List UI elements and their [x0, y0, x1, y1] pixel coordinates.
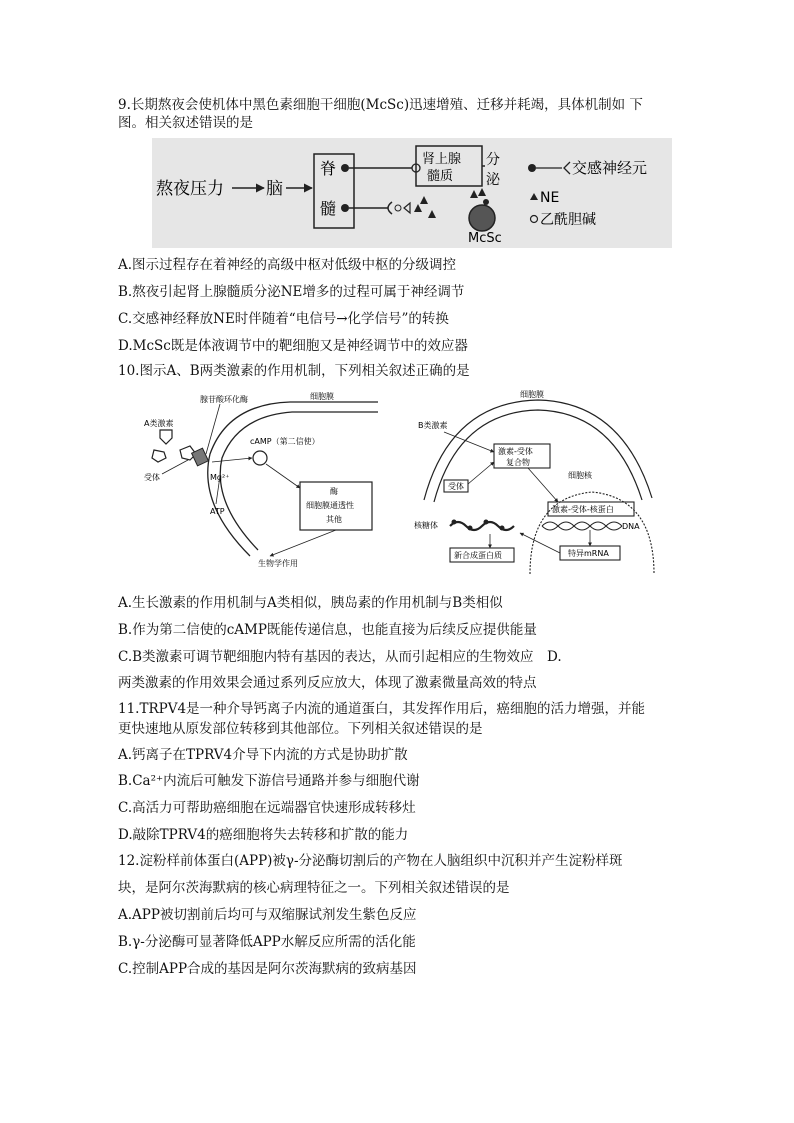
q10a-hormone: A类激素 [144, 419, 174, 428]
q12-stem-line2: 块，是阿尔茨海默病的核心病理特征之一。下列相关叙述错误的是 [118, 880, 510, 896]
q11-option-b: B.Ca²⁺内流后可触发下游信号通路并参与细胞代谢 [118, 773, 420, 789]
q10a-box3: 其他 [326, 515, 342, 524]
q10a-membrane: 细胞膜 [310, 392, 334, 401]
q10b-protein: 新合成蛋白质 [454, 551, 502, 560]
q9-fig-adrenal2: 髓质 [427, 169, 454, 184]
q10b-ribosome: 核糖体 [414, 521, 438, 530]
q9-fig-legend-ach: 乙酰胆碱 [540, 212, 596, 228]
q9-fig-legend-ne: NE [540, 190, 560, 206]
q9-option-d: D.McSc既是体液调节中的靶细胞又是神经调节中的效应器 [118, 338, 468, 354]
q10b-hormone: B类激素 [418, 421, 448, 430]
q9-fig-adrenal1: 肾上腺 [422, 152, 462, 167]
q10b-receptor: 受体 [448, 482, 464, 491]
q9-figure [152, 138, 672, 248]
q10a-atp: ATP [210, 507, 225, 516]
q9-option-b: B.熬夜引起肾上腺髓质分泌NE增多的过程可属于神经调节 [118, 284, 465, 300]
q10a-enzyme: 腺苷酸环化酶 [200, 395, 248, 404]
q10a-box2: 细胞膜通透性 [306, 501, 354, 510]
q9-option-c: C.交感神经释放NE时伴随着“电信号→化学信号”的转换 [118, 311, 449, 327]
q9-fig-spine2: 髓 [320, 199, 337, 218]
q9-fig-secrete2: 泌 [486, 172, 500, 188]
q10-stem: 10.图示A、B两类激素的作用机制，下列相关叙述正确的是 [118, 363, 470, 379]
q9-fig-legend-nerve: 交感神经元 [572, 159, 648, 177]
q12-option-a: A.APP被切割前后均可与双缩脲试剂发生紫色反应 [118, 907, 417, 923]
q11-stem-line1: 11.TRPV4是一种介导钙离子内流的通道蛋白，其发挥作用后，癌细胞的活力增强，并能 [118, 701, 646, 717]
q10b-complex1: 激素-受体 [498, 447, 533, 456]
mcsc-cell [469, 205, 495, 231]
q10-option-c: C.B类激素可调节靶细胞内特有基因的表达，从而引起相应的生物效应 D. [118, 649, 562, 665]
q12-option-c: C.控制APP合成的基因是阿尔茨海默病的致病基因 [118, 961, 417, 977]
q10-figure-b [410, 388, 665, 578]
q10-option-b: B.作为第二信使的cAMP既能传递信息，也能直接为后续反应提供能量 [118, 622, 537, 638]
q10b-dna: DNA [622, 522, 640, 531]
q10b-mrna: 特异mRNA [568, 549, 609, 558]
q9-fig-spine1: 脊 [320, 159, 337, 178]
q10a-box1: 酶 [330, 487, 338, 496]
q12-stem-line1: 12.淀粉样前体蛋白(APP)被γ-分泌酶切割后的产物在人脑组织中沉积并产生淀粉样斑 [118, 853, 623, 869]
q11-option-a: A.钙离子在TPRV4介导下内流的方式是协助扩散 [118, 747, 408, 763]
q10b-complex2: 复合物 [506, 458, 530, 467]
q10b-membrane: 细胞膜 [520, 390, 544, 399]
q10a-camp: cAMP（第二信使） [250, 437, 320, 446]
q9-fig-secrete1: 分 [486, 152, 500, 168]
q10b-nuclear-membrane: 细胞核 [568, 471, 592, 480]
q10-option-d: 两类激素的作用效果会通过系列反应放大，体现了激素微量高效的特点 [118, 675, 537, 691]
q9-stem-line2: 图。相关叙述错误的是 [118, 115, 253, 131]
q9-fig-input: 熬夜压力 [156, 179, 224, 199]
q11-stem-line2: 更快速地从原发部位转移到其他部位。下列相关叙述错误的是 [118, 721, 483, 737]
q10b-nuclear-complex: 激素-受体-核蛋白 [552, 505, 614, 514]
q10a-receptor: 受体 [144, 473, 160, 482]
q10-figure-a [140, 388, 390, 578]
q11-option-c: C.高活力可帮助癌细胞在远端器官快速形成转移灶 [118, 800, 416, 816]
q9-fig-brain: 脑 [266, 179, 283, 199]
q9-stem-line1: 9.长期熬夜会使机体中黑色素细胞干细胞(McSc)迅速增殖、迁移并耗竭，具体机制如 下 [118, 97, 643, 113]
q11-option-d: D.敲除TPRV4的癌细胞将失去转移和扩散的能力 [118, 827, 409, 843]
q10a-effect: 生物学作用 [258, 559, 298, 568]
q10-option-a: A.生长激素的作用机制与A类相似，胰岛素的作用机制与B类相似 [118, 595, 503, 611]
q9-option-a: A.图示过程存在着神经的高级中枢对低级中枢的分级调控 [118, 257, 457, 273]
q9-fig-cell: McSc [468, 231, 502, 246]
q12-option-b: B.γ-分泌酶可显著降低APP水解反应所需的活化能 [118, 934, 416, 950]
q10a-mg: Mg²⁺ [210, 473, 230, 482]
